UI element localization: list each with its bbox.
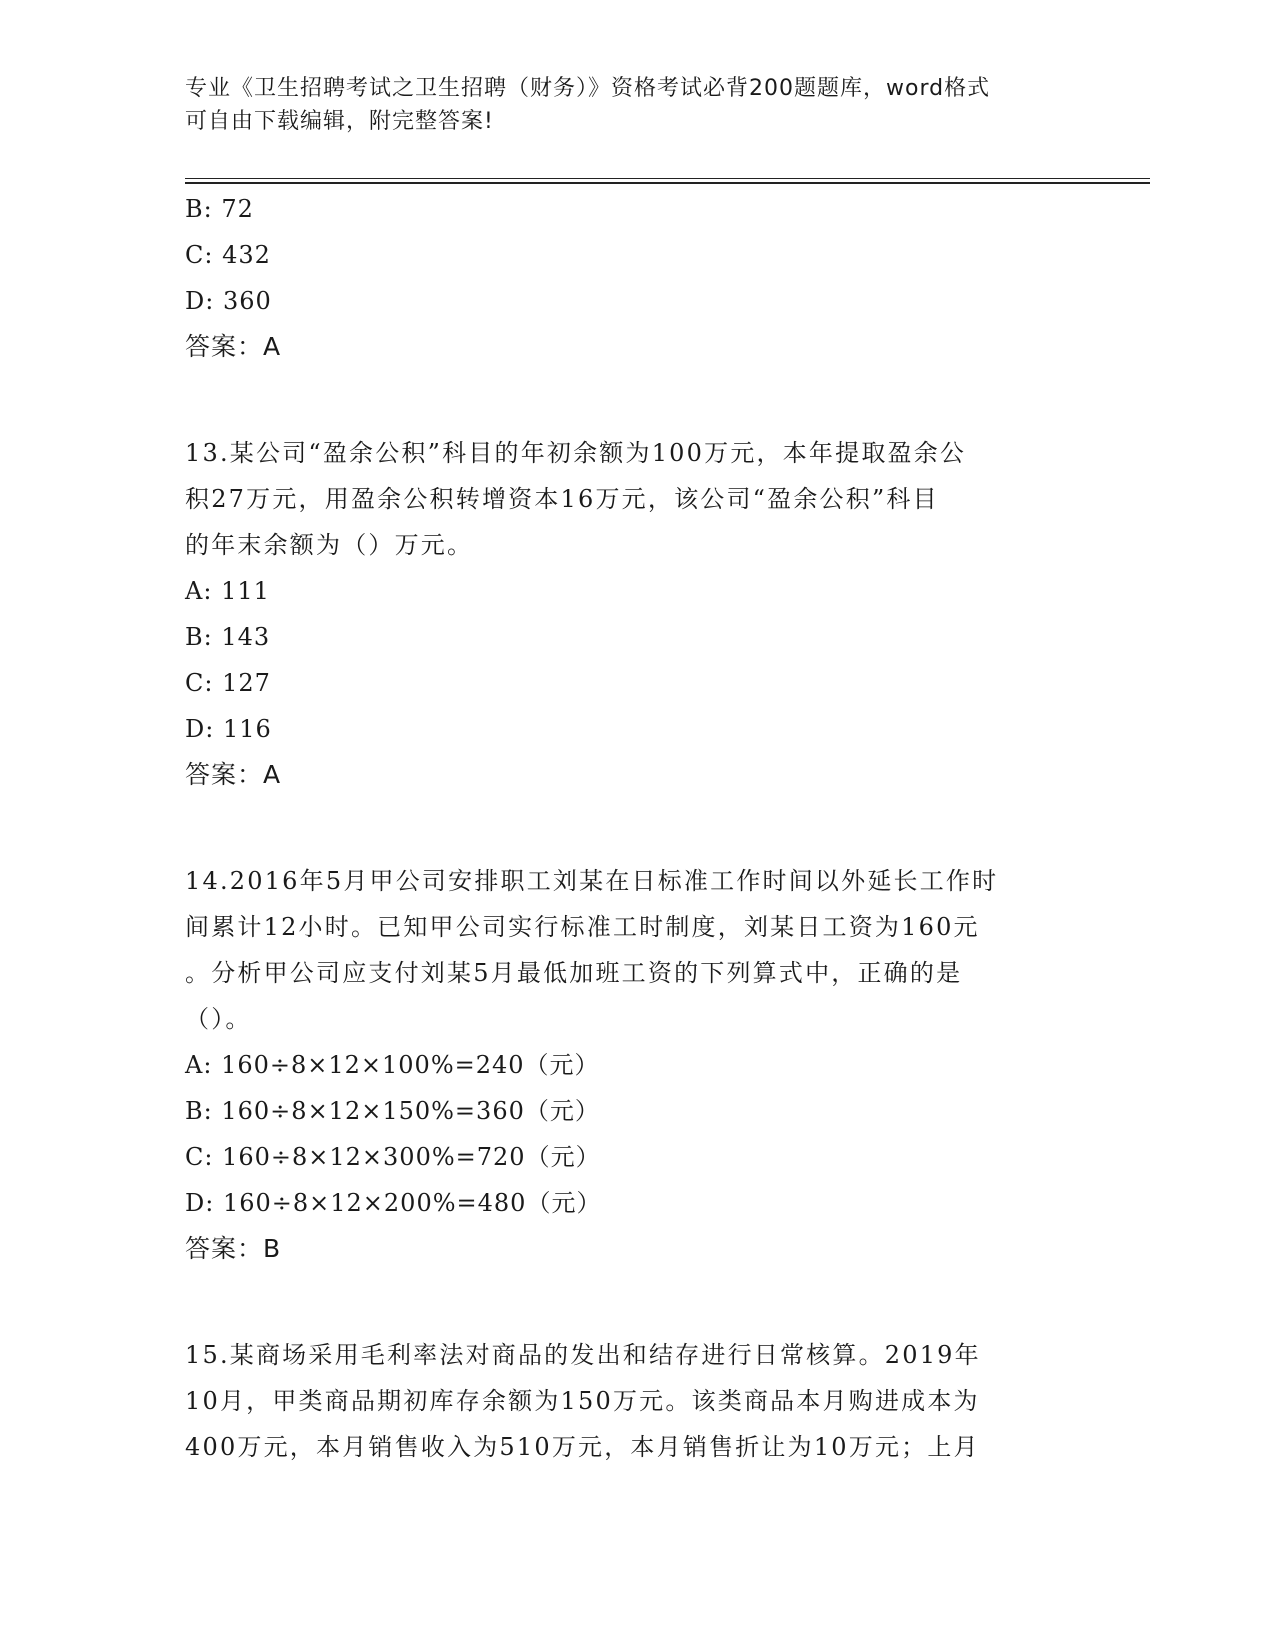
option-b: B: 72 — [185, 195, 254, 223]
answer: 答案：B — [185, 1234, 282, 1263]
answer: 答案：A — [185, 760, 282, 789]
question-text-line: 14.2016年5月甲公司安排职工刘某在日标准工作时间以外延长工作时 — [185, 867, 999, 895]
option-a: A: 111 — [185, 577, 270, 605]
header-divider — [185, 178, 1150, 184]
question-text-line: 积27万元，用盈余公积转增资本16万元，该公司“盈余公积”科目 — [185, 485, 939, 513]
header-line-2: 可自由下载编辑，附完整答案! — [185, 109, 494, 134]
question-14 — [185, 858, 1085, 1272]
question-text-line: （）。 — [185, 1005, 252, 1033]
question-text-line: 10月，甲类商品期初库存余额为150万元。该类商品本月购进成本为 — [185, 1387, 980, 1415]
option-b: B: 160÷8×12×150%=360（元） — [185, 1097, 600, 1125]
page-header — [185, 72, 1085, 138]
question-12-tail — [185, 186, 1085, 370]
question-text-line: 400万元，本月销售收入为510万元，本月销售折让为10万元；上月 — [185, 1433, 980, 1461]
document-body — [185, 186, 1085, 1470]
option-c: C: 160÷8×12×300%=720（元） — [185, 1143, 601, 1171]
header-line-1: 专业《卫生招聘考试之卫生招聘（财务）》资格考试必背200题题库，word格式 — [185, 76, 991, 101]
option-d: D: 116 — [185, 715, 272, 743]
question-15 — [185, 1332, 1085, 1470]
option-a: A: 160÷8×12×100%=240（元） — [185, 1051, 600, 1079]
question-13 — [185, 430, 1085, 798]
question-text-line: 间累计12小时。已知甲公司实行标准工时制度，刘某日工资为160元 — [185, 913, 980, 941]
question-text-line: 。分析甲公司应支付刘某5月最低加班工资的下列算式中，正确的是 — [185, 959, 963, 987]
answer: 答案：A — [185, 332, 282, 361]
option-b: B: 143 — [185, 623, 271, 651]
option-d: D: 360 — [185, 287, 272, 315]
option-d: D: 160÷8×12×200%=480（元） — [185, 1189, 602, 1217]
question-text-line: 的年末余额为（）万元。 — [185, 531, 474, 559]
question-text-line: 15.某商场采用毛利率法对商品的发出和结存进行日常核算。2019年 — [185, 1341, 981, 1369]
option-c: C: 432 — [185, 241, 271, 269]
option-c: C: 127 — [185, 669, 271, 697]
question-text-line: 13.某公司“盈余公积”科目的年初余额为100万元，本年提取盈余公 — [185, 439, 967, 467]
